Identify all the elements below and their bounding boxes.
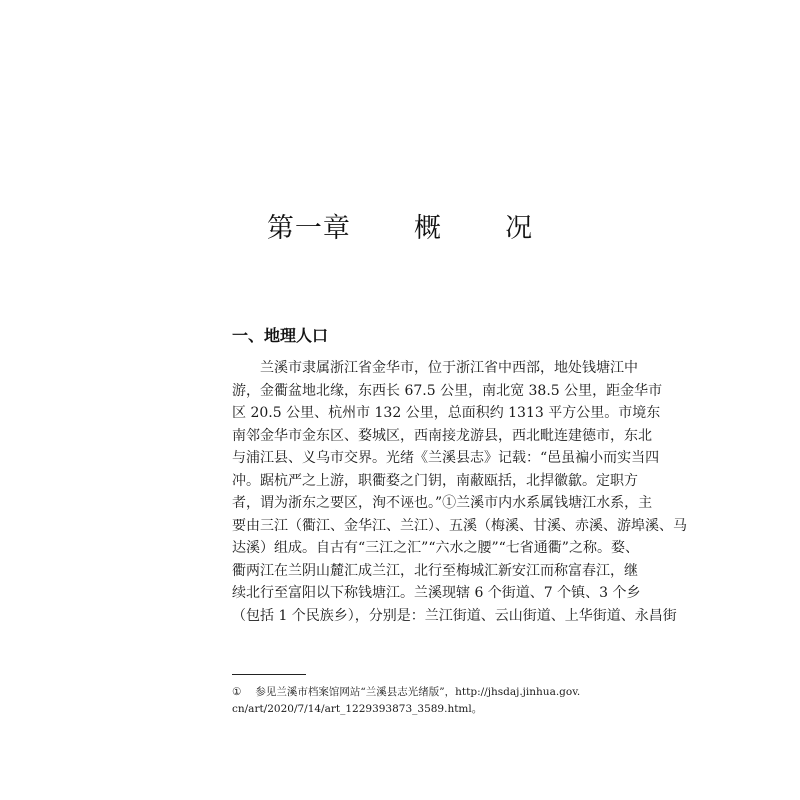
body-line: （包括 1 个民族乡），分别是：兰江街道、云山街道、上华街道、永昌街 bbox=[232, 607, 677, 624]
footnote-line bbox=[232, 684, 600, 701]
body-line: 续北行至富阳以下称钱塘江。兰溪现辖 6 个街道、7 个镇、3 个乡 bbox=[232, 585, 641, 601]
body-line: 者，谓为浙东之要区，洵不诬也。”①兰溪市内水系属钱塘江水系，主 bbox=[232, 495, 653, 511]
body-line: 冲。踞杭严之上游，职衢婺之门钥，南蔽瓯括，北捍徽歙。定职方 bbox=[232, 472, 638, 489]
body-line: 与浦江县、义乌市交界。光绪《兰溪县志》记载：“邑虽褊小而实当四 bbox=[232, 450, 660, 466]
footnote-marker: ① bbox=[232, 686, 242, 698]
body-line: 达溪）组成。自古有“三江之汇”“六水之腰”“七省通衢”之称。婺、 bbox=[232, 540, 639, 556]
body-line: 南邻金华市金东区、婺城区，西南接龙游县，西北毗连建德市，东北 bbox=[232, 427, 652, 444]
body-line: 区 20.5 公里、杭州市 132 公里，总面积约 1313 平方公里。市境东 bbox=[232, 405, 661, 421]
body-line: 衢两江在兰阴山麓汇成兰江，北行至梅城汇新安江而称富春江，继 bbox=[232, 562, 638, 579]
body-line: 要由三江（衢江、金华江、兰江）、五溪（梅溪、甘溪、赤溪、游埠溪、马 bbox=[232, 517, 687, 534]
body-line: 兰溪市隶属浙江省金华市，位于浙江省中西部，地处钱塘江中 bbox=[260, 360, 638, 376]
section-heading: 一、地理人口 bbox=[232, 326, 329, 345]
footnote-line: cn/art/2020/7/14/art_1229393873_3589.html。 bbox=[232, 703, 483, 715]
body-paragraph bbox=[232, 357, 687, 627]
footnote-text: 参见兰溪市档案馆网站“兰溪县志光绪版”，http://jhsdaj.jinhua.gov. bbox=[255, 686, 581, 698]
footnote-divider bbox=[232, 674, 306, 675]
footnote bbox=[232, 684, 600, 718]
body-line: 游，金衢盆地北缘，东西长 67.5 公里，南北宽 38.5 公里，距金华市 bbox=[232, 382, 663, 399]
chapter-title: 第一章 概 况 bbox=[266, 213, 534, 244]
